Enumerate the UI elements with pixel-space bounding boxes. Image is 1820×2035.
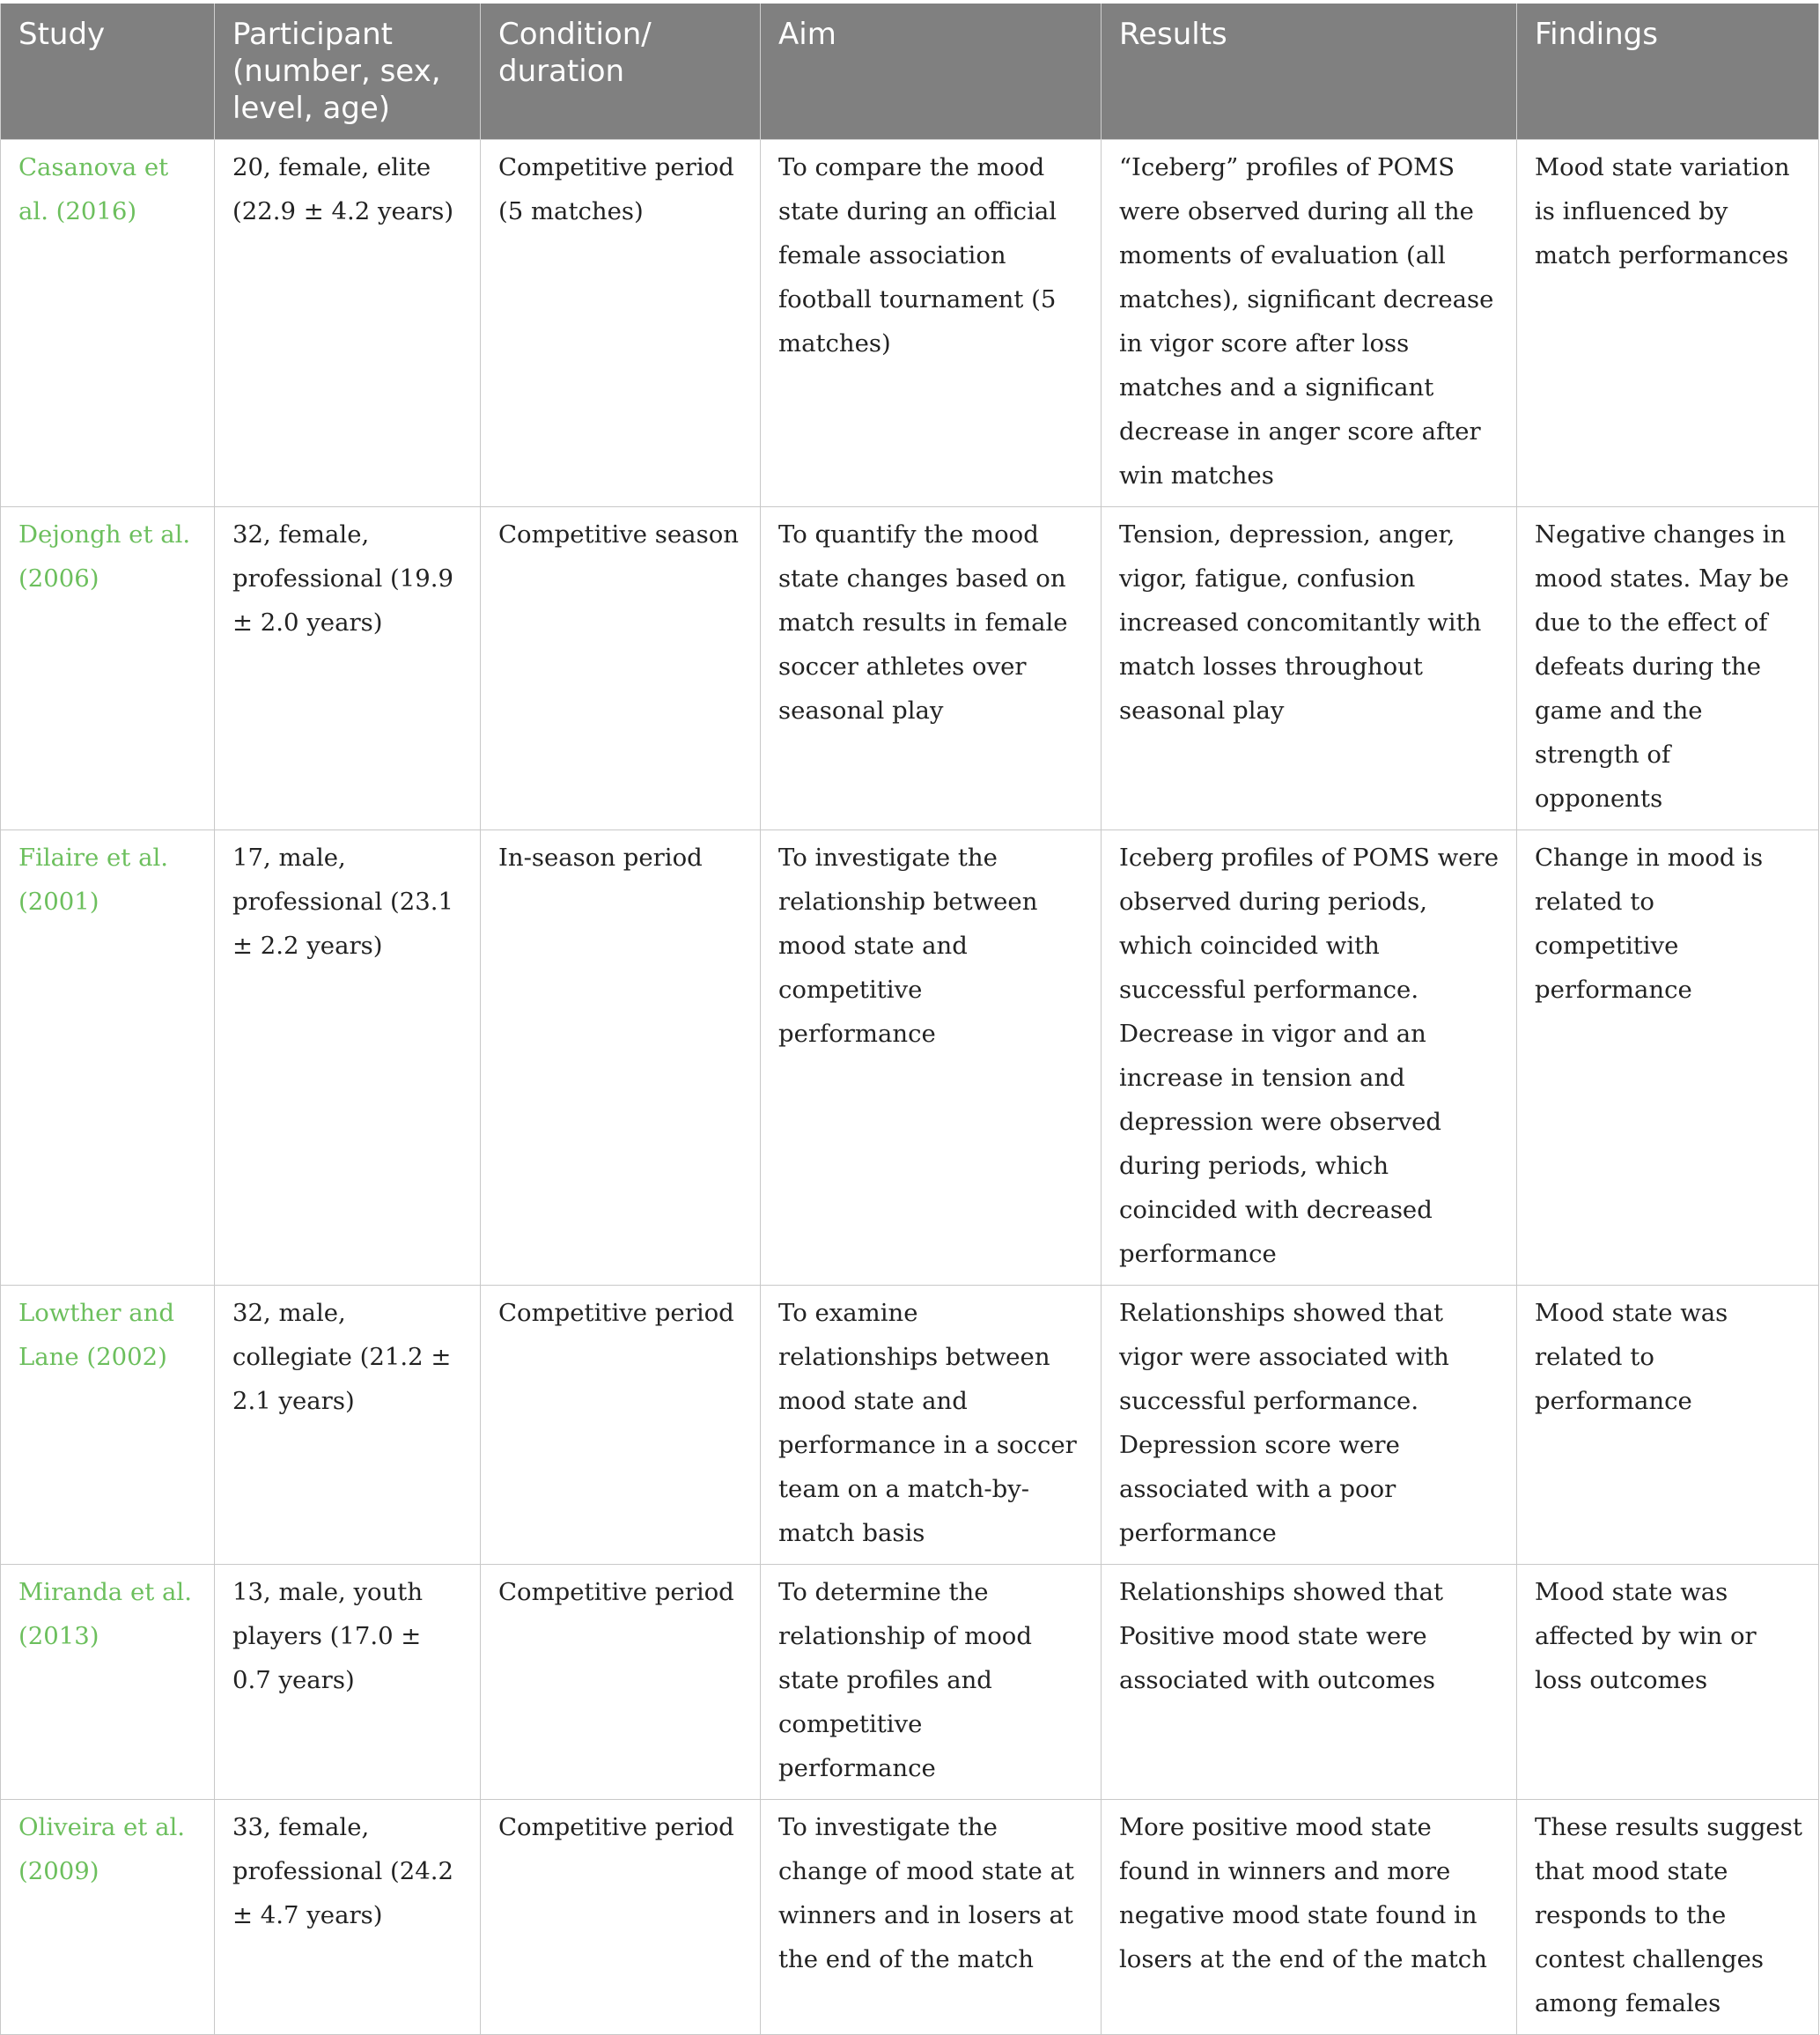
table-row (1, 830, 1819, 1286)
findings-cell: Negative changes in mood states. May be due to the effect of defeats during the game and the strength of opponents (1517, 507, 1819, 830)
participant-cell: 32, female, professional (19.9 ± 2.0 years) (215, 507, 481, 830)
findings-cell: Mood state was affected by win or loss outcomes (1517, 1565, 1819, 1800)
aim-cell: To compare the mood state during an official female association football tournament (5 matches) (761, 140, 1102, 507)
column-header-participant: Participant (number, sex, level, age) (215, 4, 481, 140)
findings-cell: These results suggest that mood state responds to the contest challenges among females (1517, 1800, 1819, 2035)
studies-table (0, 4, 1819, 2035)
results-cell: Relationships showed that vigor were associated with successful performance. Depression score were associated with a poor performance (1102, 1286, 1517, 1565)
header-row (1, 4, 1819, 140)
participant-cell: 20, female, elite (22.9 ± 4.2 years) (215, 140, 481, 507)
results-cell: “Iceberg” profiles of POMS were observed during all the moments of evaluation (all matches), significant decrease in vigor score after loss matches and a significant decrease in anger score after win matches (1102, 140, 1517, 507)
results-cell: Relationships showed that Positive mood state were associated with outcomes (1102, 1565, 1517, 1800)
condition-cell: Competitive period (5 matches) (481, 140, 761, 507)
study-reference-link[interactable]: Lowther and Lane (2002) (18, 1299, 174, 1371)
aim-cell: To determine the relationship of mood state profiles and competitive performance (761, 1565, 1102, 1800)
study-cell (1, 140, 215, 507)
column-header-condition: Condition/ duration (481, 4, 761, 140)
results-cell: Tension, depression, anger, vigor, fatigue, confusion increased concomitantly with match losses throughout seasonal play (1102, 507, 1517, 830)
study-reference-link[interactable]: Casanova et al. (2016) (18, 153, 169, 225)
study-reference-link[interactable]: Miranda et al. (2013) (18, 1578, 192, 1650)
condition-cell: In-season period (481, 830, 761, 1286)
table-row (1, 1565, 1819, 1800)
study-reference-link[interactable]: Dejongh et al. (2006) (18, 520, 191, 593)
table-row (1, 507, 1819, 830)
study-cell (1, 1800, 215, 2035)
column-header-results: Results (1102, 4, 1517, 140)
aim-cell: To examine relationships between mood state and performance in a soccer team on a match-by-match basis (761, 1286, 1102, 1565)
participant-cell: 33, female, professional (24.2 ± 4.7 years) (215, 1800, 481, 2035)
aim-cell: To investigate the change of mood state at winners and in losers at the end of the match (761, 1800, 1102, 2035)
participant-cell: 17, male, professional (23.1 ± 2.2 years) (215, 830, 481, 1286)
condition-cell: Competitive period (481, 1800, 761, 2035)
study-reference-link[interactable]: Oliveira et al. (2009) (18, 1813, 186, 1885)
results-cell: More positive mood state found in winners and more negative mood state found in losers at the end of the match (1102, 1800, 1517, 2035)
study-reference-link[interactable]: Filaire et al. (2001) (18, 844, 169, 916)
column-header-findings: Findings (1517, 4, 1819, 140)
table-row (1, 1800, 1819, 2035)
column-header-aim: Aim (761, 4, 1102, 140)
study-cell (1, 830, 215, 1286)
study-cell (1, 1565, 215, 1800)
participant-cell: 32, male, collegiate (21.2 ± 2.1 years) (215, 1286, 481, 1565)
table-row (1, 1286, 1819, 1565)
table-header (1, 4, 1819, 140)
column-header-study: Study (1, 4, 215, 140)
findings-cell: Change in mood is related to competitive performance (1517, 830, 1819, 1286)
results-cell: Iceberg profiles of POMS were observed during periods, which coincided with successful performance. Decrease in vigor and an increase in tension and depression were observed during periods, which coincided with decreased performance (1102, 830, 1517, 1286)
condition-cell: Competitive period (481, 1286, 761, 1565)
participant-cell: 13, male, youth players (17.0 ± 0.7 years) (215, 1565, 481, 1800)
table-body (1, 140, 1819, 2035)
condition-cell: Competitive season (481, 507, 761, 830)
aim-cell: To quantify the mood state changes based on match results in female soccer athletes over seasonal play (761, 507, 1102, 830)
aim-cell: To investigate the relationship between mood state and competitive performance (761, 830, 1102, 1286)
table-row (1, 140, 1819, 507)
study-cell (1, 1286, 215, 1565)
findings-cell: Mood state was related to performance (1517, 1286, 1819, 1565)
study-cell (1, 507, 215, 830)
condition-cell: Competitive period (481, 1565, 761, 1800)
findings-cell: Mood state variation is influenced by match performances (1517, 140, 1819, 507)
